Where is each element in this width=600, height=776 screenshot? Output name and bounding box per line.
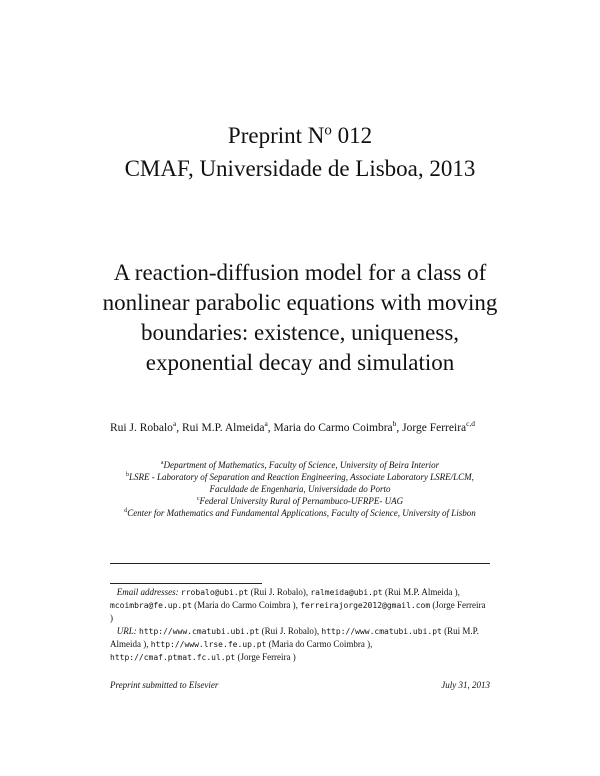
url-link[interactable]: http://www.cmatubi.ubi.pt: [321, 627, 442, 636]
author: Jorge Ferreira$^{c,d}$: [402, 419, 476, 434]
preprint-number-line: Preprint $N^o$ 012: [227, 122, 373, 148]
preprint-header: [0, 119, 600, 185]
affiliations: [110, 459, 490, 519]
url-addresses: URL: http://www.cmatubi.ubi.pt (Rui J. Robalo), http://www.cmatubi.ubi.pt (Rui M.P. Almeida ), http://www.lrse.fe.up.pt (Maria do Carmo Coimbra ), http://cmaf.ptmat.fc.ul.pt (Jorge Ferreira ): [110, 626, 479, 662]
email-link[interactable]: rrobalo@ubi.pt: [180, 588, 249, 597]
institution-line: CMAF, Universidade de Lisboa, 2013: [124, 156, 476, 181]
email-link[interactable]: ralmeida@ubi.pt: [310, 588, 383, 597]
content-divider: [110, 563, 490, 564]
affiliation: $^d$Center for Mathematics and Fundamental Applications, Faculty of Science, University of Lisbon: [124, 508, 476, 518]
affiliation: $^a$Department of Mathematics, Faculty of Science, University of Beira Interior: [160, 460, 440, 470]
footnote-rule: [110, 583, 262, 584]
submission-note: Preprint submitted to Elsevier: [110, 680, 219, 690]
page-footer: [110, 680, 490, 690]
author: Maria do Carmo Coimbra$^b$,: [273, 419, 403, 434]
author: Rui J. Robalo$^a$,: [110, 419, 183, 434]
author: Rui M.P. Almeida$^a$,: [182, 419, 274, 434]
affiliation: $^c$Federal University Rural of Pernambuco-UFRPE- UAG: [196, 496, 404, 506]
affiliation: $^b$LSRE - Laboratory of Separation and Reaction Engineering, Associate Laboratory LSRE/LCM, Faculdade de Engenharia, Universidade do Porto: [126, 472, 474, 494]
email-link[interactable]: ferreirajorge2012@gmail.com: [300, 601, 431, 610]
submission-date: July 31, 2013: [441, 680, 490, 690]
email-addresses: Email addresses: rrobalo@ubi.pt (Rui J. Robalo), ralmeida@ubi.pt (Rui M.P. Almeida ), mcoimbra@fe.up.pt (Maria do Carmo Coimbra ), ferreirajorge2012@gmail.com (Jorge Ferreira ): [110, 587, 486, 623]
url-link[interactable]: http://cmaf.ptmat.fc.ul.pt: [110, 653, 236, 662]
paper-title: A reaction-diffusion model for a class of nonlinear parabolic equations with moving boundaries: existence, uniqueness, exponential decay and simulation: [102, 260, 498, 375]
url-link[interactable]: http://www.lrse.fe.up.pt: [150, 640, 267, 649]
url-link[interactable]: http://www.cmatubi.ubi.pt: [139, 627, 260, 636]
footnote: [110, 586, 490, 664]
email-link[interactable]: mcoimbra@fe.up.pt: [110, 601, 192, 610]
author-list: [110, 420, 490, 437]
